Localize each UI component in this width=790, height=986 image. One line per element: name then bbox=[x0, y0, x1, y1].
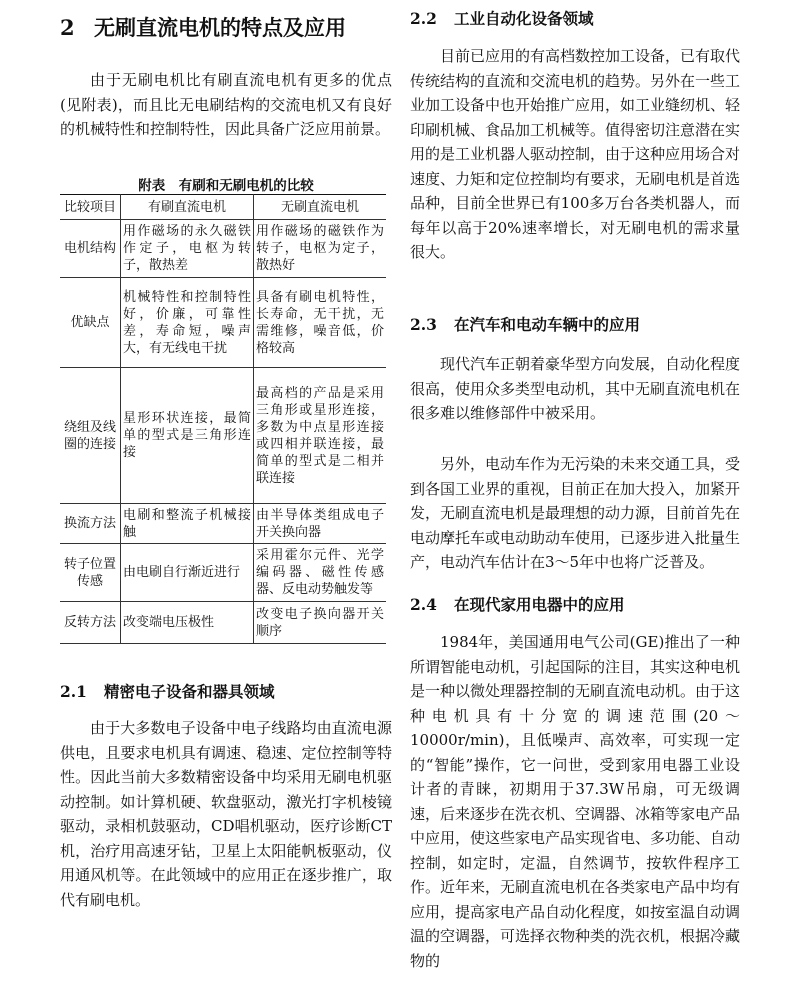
table-row bbox=[60, 278, 386, 368]
subsection-2-1-body: 由于大多数电子设备中电子线路均由直流电源供电，且要求电机具有调速、稳速、定位控制等特性。因此当前大多数精密设备中均采用无刷电机驱动控制。如计算机硬、软盘驱动，激光打字机棱镜驱动，录相机鼓驱动，CD唱机驱动，医疗诊断CT机，治疗用高速牙钻，卫星上太阳能帆板驱动，仪用通风机等。在此领域中的应用正在逐步推广，取代有刷电机。 bbox=[60, 719, 392, 909]
row-item: 转子位置传感 bbox=[60, 544, 121, 602]
subsection-2-2-heading bbox=[410, 8, 594, 30]
subsection-number: 2.1 bbox=[60, 682, 87, 701]
subsection-2-3-heading bbox=[410, 314, 640, 336]
table-caption: 附表 有刷和无刷电机的比较 bbox=[138, 178, 314, 194]
row-brushless: 改变电子换向器开关顺序 bbox=[254, 602, 387, 644]
row-item: 换流方法 bbox=[60, 504, 121, 544]
row-brushed: 由电刷自行渐近进行 bbox=[121, 544, 254, 602]
subsection-2-2-body: 目前已应用的有高档数控加工设备，已有取代传统结构的直流和交流电机的趋势。另外在一些工业加工设备中也开始推广应用，如工业缝纫机、轻印刷机械、食品加工机械等。值得密切注意潜在实用的是工业机器人驱动控制，由于这种应用场合对速度、力矩和定位控制均有要求，无刷电机是首选品种，目前全世界已有100多万台各类机器人，而每年以高于20%速率增长，对无刷电机的需求量很大。 bbox=[410, 47, 741, 261]
row-brushed: 电刷和整流子机械接触 bbox=[121, 504, 254, 544]
header-brushed: 有刷直流电机 bbox=[121, 195, 254, 220]
subsection-title: 在现代家用电器中的应用 bbox=[454, 596, 625, 614]
subsection-title: 在汽车和电动车辆中的应用 bbox=[454, 316, 641, 334]
section-title bbox=[60, 14, 392, 42]
subsection-2-4-heading bbox=[410, 594, 625, 616]
subsection-title: 工业自动化设备领域 bbox=[454, 10, 594, 28]
row-brushed: 星形环状连接，最简单的型式是三角形连接 bbox=[121, 368, 254, 504]
row-brushless: 用作磁场的磁铁作为转子，电枢为定子，散热好 bbox=[254, 220, 387, 278]
row-item: 绕组及线圈的连接 bbox=[60, 368, 121, 504]
comparison-table bbox=[60, 194, 386, 644]
table-row bbox=[60, 544, 386, 602]
row-brushless: 由半导体类组成电子开关换向器 bbox=[254, 504, 387, 544]
row-brushed: 机械特性和控制特性好，价廉，可靠性差，寿命短，噪声大，有无线电干扰 bbox=[121, 278, 254, 368]
section-number: 2 bbox=[60, 15, 75, 40]
subsection-number: 2.3 bbox=[410, 315, 437, 334]
intro-paragraph: 由于无刷电机比有刷直流电机有更多的优点(见附表)，而且比无电刷结构的交流电机又有良好的机械特性和控制特性，因此具备广泛应用前景。 bbox=[60, 71, 392, 138]
subsection-number: 2.4 bbox=[410, 595, 437, 614]
row-item: 反转方法 bbox=[60, 602, 121, 644]
table-row bbox=[60, 220, 386, 278]
subsection-number: 2.2 bbox=[410, 9, 437, 28]
row-brushed: 用作磁场的永久磁铁作定子，电枢为转子，散热差 bbox=[121, 220, 254, 278]
row-brushless: 最高档的产品是采用三角形或星形连接，多数为中点星形连接或四相并联连接，最简单的型式是二相并联连接 bbox=[254, 368, 387, 504]
subsection-title: 精密电子设备和器具领域 bbox=[104, 683, 275, 701]
table-header-row bbox=[60, 195, 386, 220]
row-brushless: 采用霍尔元件、光学编码器、磁性传感器、反电动势触发等 bbox=[254, 544, 387, 602]
subsection-2-3-body-2: 另外，电动车作为无污染的未来交通工具，受到各国工业界的重视，目前正在加大投入，加紧开发，无刷直流电机是最理想的动力源，目前首先在电动摩托车或电动助动车使用，已逐步进入批量生产，电动汽车估计在3～5年中也将广泛普及。 bbox=[410, 455, 741, 571]
table-row bbox=[60, 602, 386, 644]
row-brushless: 具备有刷电机特性，长寿命，无干扰，无需维修，噪音低，价格较高 bbox=[254, 278, 387, 368]
section-title-text: 无刷直流电机的特点及应用 bbox=[94, 15, 346, 40]
header-item: 比较项目 bbox=[60, 195, 121, 220]
subsection-2-1-heading bbox=[60, 681, 275, 703]
row-item: 电机结构 bbox=[60, 220, 121, 278]
subsection-2-4-body: 1984年，美国通用电气公司(GE)推出了一种所谓智能电动机，引起国际的注目，其实这种电机是一种以微处理器控制的无刷直流电动机。由于这种电机具有十分宽的调速范围(20～10000r/min)，且低噪声、高效率，可实现一定的“智能”操作，它一问世，受到家用电器工业设计者的青睐，初期用于37.3W吊扇，可无级调速，后来逐步在洗衣机、空调器、冰箱等家电产品中应用，使这些家电产品实现省电、多功能、自动控制，如定时，定温，自然调节，按软件程序工作。近年来，无刷直流电机在各类家电产品中均有应用，提高家电产品自动化程度，如按室温自动调温的空调器，可选择衣物种类的洗衣机，根据冷藏物的 bbox=[410, 633, 741, 970]
header-brushless: 无刷直流电机 bbox=[254, 195, 387, 220]
subsection-2-3-body-1: 现代汽车正朝着豪华型方向发展，自动化程度很高，使用众多类型电动机，其中无刷直流电机在很多难以维修部件中被采用。 bbox=[410, 355, 741, 422]
row-item: 优缺点 bbox=[60, 278, 121, 368]
table-row bbox=[60, 504, 386, 544]
row-brushed: 改变端电压极性 bbox=[121, 602, 254, 644]
table-row bbox=[60, 368, 386, 504]
